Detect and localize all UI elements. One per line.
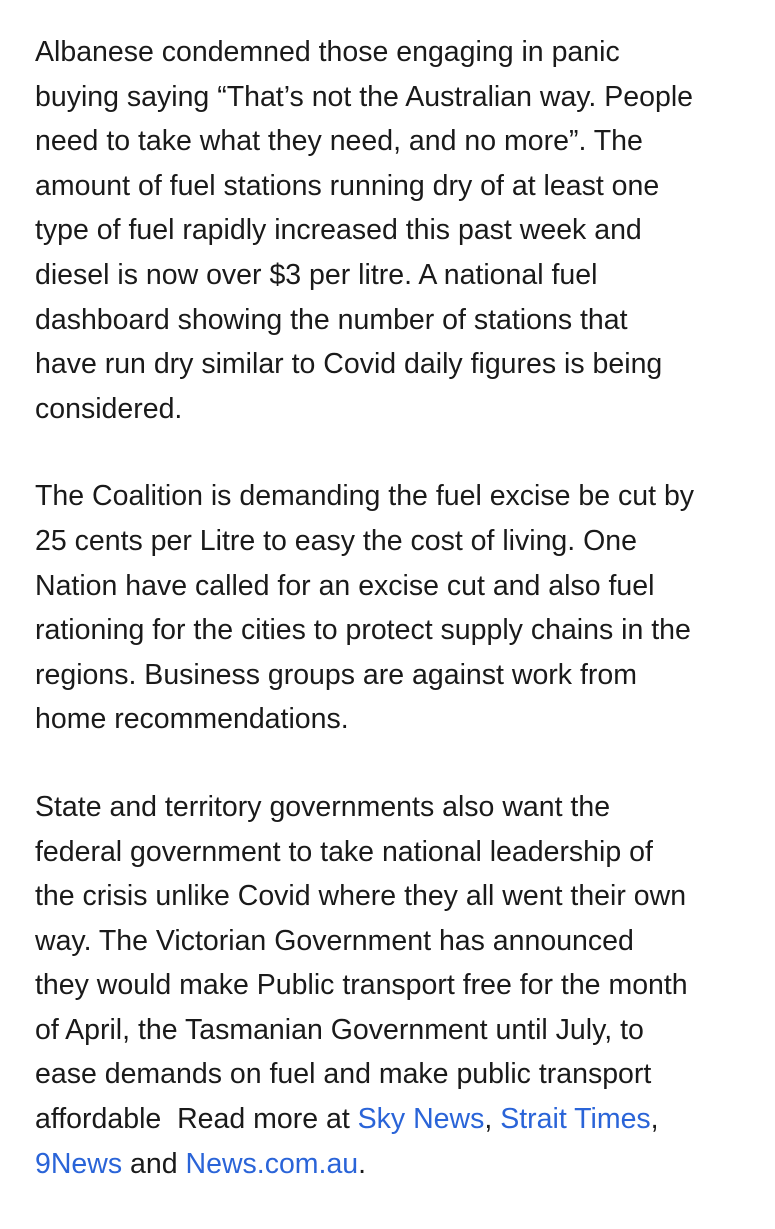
text-line: rationing for the cities to protect supply chains in the xyxy=(35,614,691,647)
text-line-with-links xyxy=(35,1097,755,1142)
text-line: way. The Victorian Government has announced xyxy=(35,924,634,957)
text-line: The Coalition is demanding the fuel excise be cut by xyxy=(35,480,695,513)
text-line: Albanese condemned those engaging in panic xyxy=(35,36,620,68)
link-separator: and xyxy=(122,1147,186,1180)
text-line: home recommendations. xyxy=(35,703,349,736)
news-com-au-link[interactable]: News.com.au xyxy=(185,1147,359,1180)
text-line: diesel is now over $3 per litre. A national fuel xyxy=(35,258,598,291)
text-line: they would make Public transport free for the month xyxy=(35,969,688,1002)
text-line: State and territory governments also want the xyxy=(35,790,611,823)
sky-news-link[interactable]: Sky News xyxy=(357,1103,485,1136)
paragraph-3 xyxy=(35,785,755,1186)
strait-times-link[interactable]: Strait Times xyxy=(500,1103,651,1136)
text-line: dashboard showing the number of stations that xyxy=(35,303,628,336)
article-body xyxy=(35,30,755,1229)
text-line: have run dry similar to Covid daily figures is being xyxy=(35,348,663,381)
paragraph-1 xyxy=(35,30,755,431)
text-line: of April, the Tasmanian Government until July, to xyxy=(35,1013,644,1046)
read-more-lead: affordable Read more at xyxy=(35,1103,358,1136)
9news-link[interactable]: 9News xyxy=(35,1147,123,1180)
link-separator: , xyxy=(650,1103,659,1136)
text-line: federal government to take national leadership of xyxy=(35,835,653,868)
link-separator: , xyxy=(484,1103,501,1136)
text-line: need to take what they need, and no more”. The xyxy=(35,125,643,158)
text-line: the crisis unlike Covid where they all went their own xyxy=(35,880,687,913)
text-line: 25 cents per Litre to easy the cost of living. One xyxy=(35,524,637,557)
paragraph-2 xyxy=(35,474,755,742)
text-line-with-links xyxy=(35,1142,755,1187)
text-line: Nation have called for an excise cut and also fuel xyxy=(35,569,655,602)
text-line: ease demands on fuel and make public transport xyxy=(35,1058,652,1091)
text-line: considered. xyxy=(35,392,183,425)
text-line: buying saying “That’s not the Australian way. People xyxy=(35,80,694,113)
text-line: type of fuel rapidly increased this past week and xyxy=(35,214,642,247)
text-line: amount of fuel stations running dry of at least one xyxy=(35,169,660,202)
text-line: regions. Business groups are against work from xyxy=(35,658,637,691)
sentence-end: . xyxy=(358,1147,367,1180)
